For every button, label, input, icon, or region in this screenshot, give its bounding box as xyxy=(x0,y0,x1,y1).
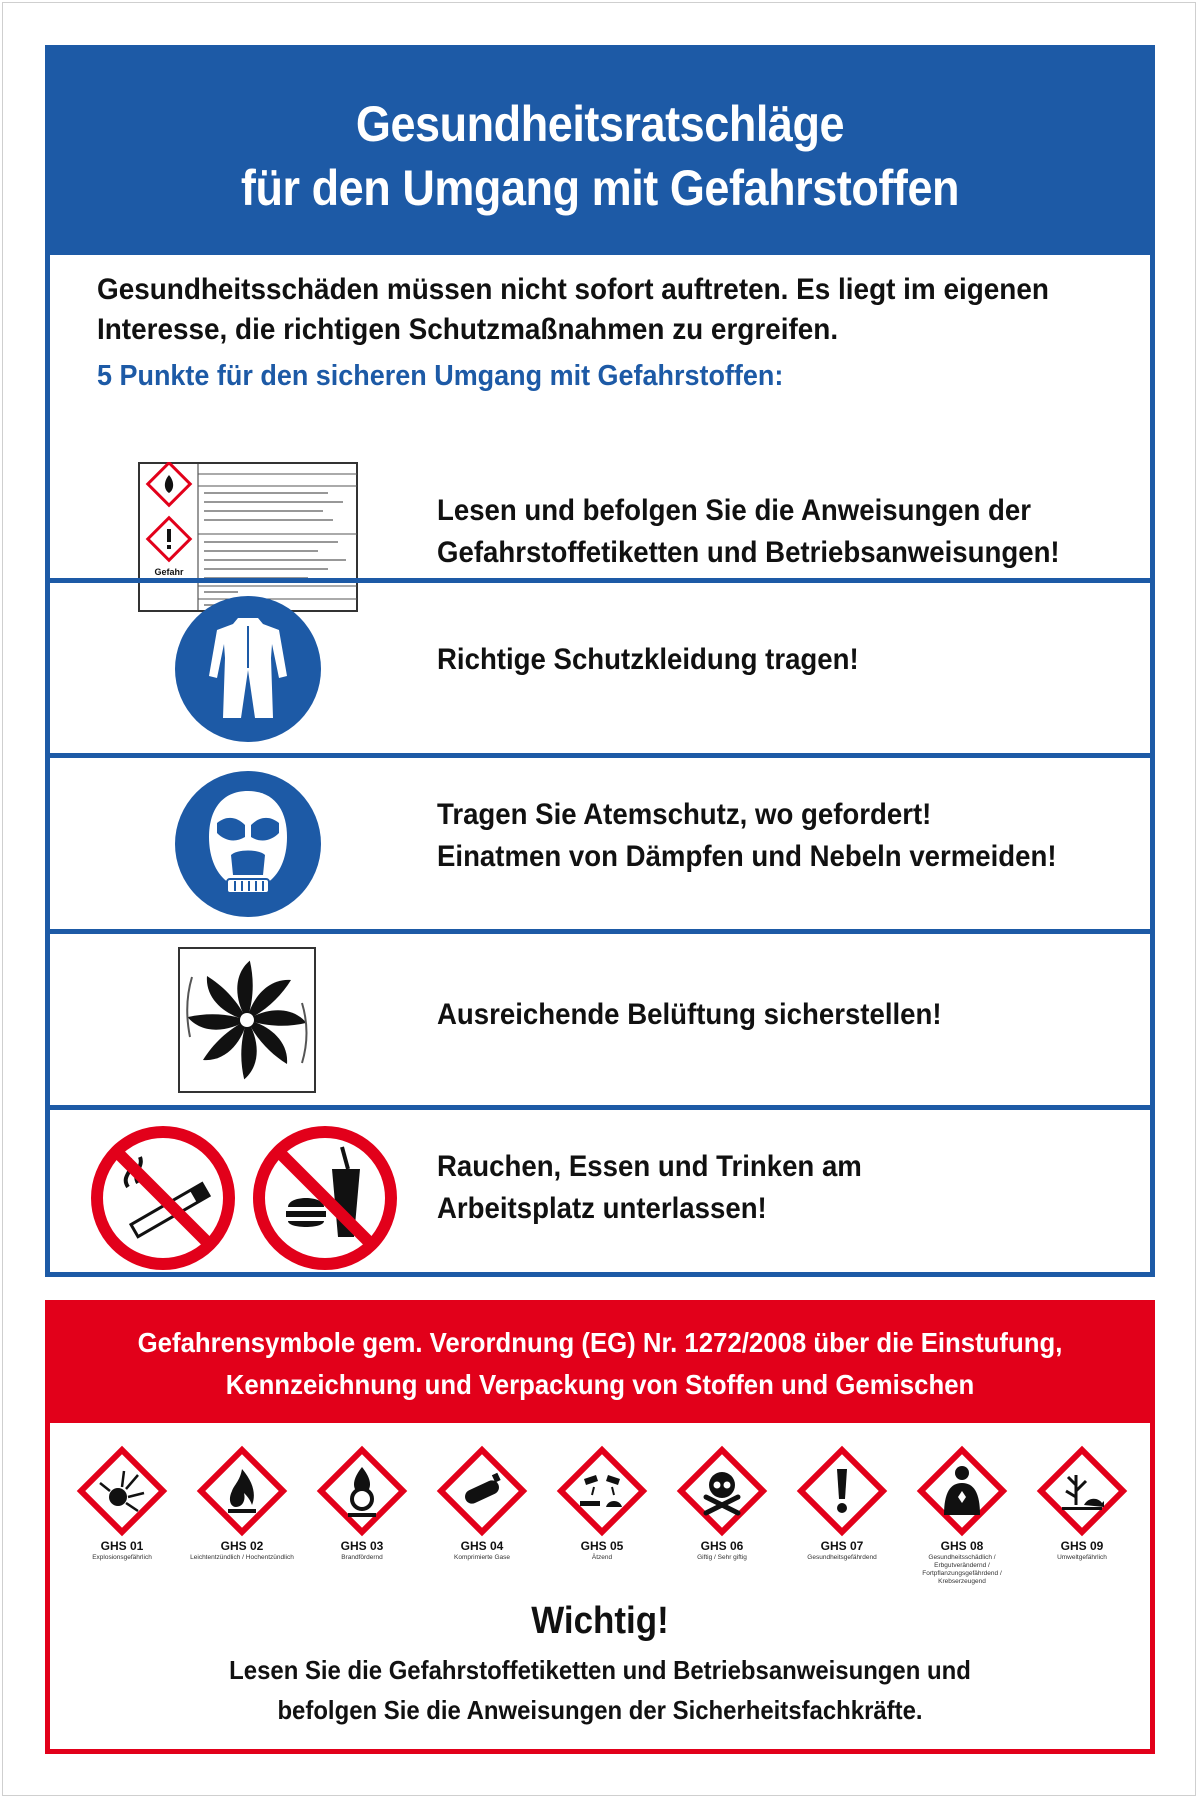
corrosion-icon xyxy=(556,1445,648,1537)
ghs-header-line-2: Kennzeichnung und Verpackung von Stoffen und Gemischen xyxy=(225,1369,975,1400)
ghs-desc: Giftig / Sehr giftig xyxy=(697,1554,747,1561)
exploding-bomb-icon xyxy=(76,1445,168,1537)
important-line-1: Lesen Sie die Gefahrstoffetiketten und Betriebsanweisungen und xyxy=(229,1655,971,1685)
point-5-line-2: Arbeitsplatz unterlassen! xyxy=(437,1192,767,1225)
point-3-line-1: Tragen Sie Atemschutz, wo gefordert! xyxy=(437,798,932,831)
ghs-desc: Gesundheitsgefährdend xyxy=(807,1554,877,1561)
points-subheading: 5 Punkte für den sicheren Umgang mit Gefahrstoffen: xyxy=(97,360,784,392)
point-2 xyxy=(50,578,1150,753)
point-5 xyxy=(50,1105,1150,1277)
ghs-04 xyxy=(422,1445,542,1562)
point-4-line-1: Ausreichende Belüftung sicherstellen! xyxy=(437,998,942,1031)
ghs-code: GHS 03 xyxy=(340,1539,384,1553)
flame-icon xyxy=(196,1445,288,1537)
health-advice-panel xyxy=(45,45,1155,1277)
point-4 xyxy=(50,929,1150,1105)
ghs-07 xyxy=(782,1445,902,1562)
label-hazard-word: Gefahr xyxy=(154,567,184,577)
exclamation-icon xyxy=(796,1445,888,1537)
point-1-line-2: Gefahrstoffetiketten und Betriebsanweisungen! xyxy=(437,536,1060,569)
ghs-desc: Gesundheitsschädlich / Erbgutverändernd / Fortpflanzungsgefährdend / Krebserzeugend xyxy=(922,1554,1002,1585)
ghs-desc: Ätzend xyxy=(591,1554,613,1561)
ghs-desc: Explosionsgefährlich xyxy=(92,1554,152,1561)
ghs-09 xyxy=(1022,1445,1142,1562)
point-1-line-1: Lesen und befolgen Sie die Anweisungen der xyxy=(437,494,1032,527)
ghs-06 xyxy=(662,1445,782,1562)
ghs-code: GHS 02 xyxy=(220,1539,264,1553)
important-title: Wichtig! xyxy=(531,1600,669,1642)
environment-icon xyxy=(1036,1445,1128,1537)
gas-cylinder-icon xyxy=(436,1445,528,1537)
ghs-05 xyxy=(542,1445,662,1562)
ghs-code: GHS 09 xyxy=(1060,1539,1104,1553)
ghs-code: GHS 01 xyxy=(100,1539,144,1553)
ghs-code: GHS 08 xyxy=(940,1539,984,1553)
important-text xyxy=(50,1650,1150,1730)
respirator-icon xyxy=(175,771,321,917)
ghs-code: GHS 04 xyxy=(460,1539,504,1553)
ghs-header-line-1: Gefahrensymbole gem. Verordnung (EG) Nr. 1272/2008 über die Einstufung, xyxy=(137,1327,1063,1358)
intro-line-1: Gesundheitsschäden müssen nicht sofort auftreten. Es liegt im eigenen xyxy=(97,273,1049,306)
ventilation-fan-icon xyxy=(178,947,316,1093)
title-line-1: Gesundheitsratschläge xyxy=(355,96,845,152)
flame-over-circle-icon xyxy=(316,1445,408,1537)
intro-line-2: Interesse, die richtigen Schutzmaßnahmen zu ergreifen. xyxy=(97,313,839,346)
ghs-code: GHS 05 xyxy=(580,1539,624,1553)
point-3-line-2: Einatmen von Dämpfen und Nebeln vermeiden! xyxy=(437,840,1057,873)
point-5-line-1: Rauchen, Essen und Trinken am xyxy=(437,1150,862,1183)
ghs-code: GHS 07 xyxy=(820,1539,864,1553)
ghs-02 xyxy=(182,1445,302,1562)
ghs-code: GHS 06 xyxy=(700,1539,744,1553)
point-2-line-1: Richtige Schutzkleidung tragen! xyxy=(437,643,859,676)
panel-header xyxy=(50,50,1150,255)
no-eating-drinking-icon xyxy=(252,1125,398,1271)
ghs-panel xyxy=(45,1300,1155,1754)
ghs-desc: Leichtentzündlich / Hochentzündlich xyxy=(190,1554,294,1561)
health-hazard-icon xyxy=(916,1445,1008,1537)
point-3 xyxy=(50,753,1150,929)
ghs-03 xyxy=(302,1445,422,1562)
ghs-desc: Komprimierte Gase xyxy=(454,1554,510,1561)
intro-text xyxy=(97,270,1117,396)
ghs-01 xyxy=(62,1445,182,1562)
ghs-desc: Umweltgefährlich xyxy=(1057,1554,1107,1561)
title-line-2: für den Umgang mit Gefahrstoffen xyxy=(240,160,960,216)
ghs-08 xyxy=(902,1445,1022,1586)
important-line-2: befolgen Sie die Anweisungen der Sicherheitsfachkräfte. xyxy=(277,1695,923,1725)
ghs-header xyxy=(50,1305,1150,1423)
skull-crossbones-icon xyxy=(676,1445,768,1537)
ghs-symbol-row xyxy=(62,1445,1142,1585)
no-smoking-icon xyxy=(90,1125,236,1271)
protective-clothing-icon xyxy=(175,596,321,742)
ghs-desc: Brandfördernd xyxy=(341,1554,383,1561)
